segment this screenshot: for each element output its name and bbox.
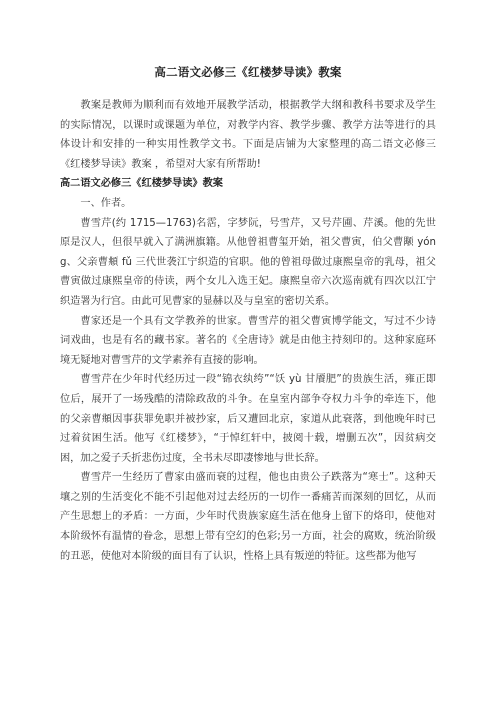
body-paragraph-1: 曹雪芹(约 1715—1763)名霑，字梦阮，号雪芹，又号芹圃、芹溪。他的先世原是汉人，但很早就入了满洲旗籍。从他曾祖曹玺开始，祖父曹寅，伯父曹颙 yóng、父亲曹頫 fǔ 三代世袭江宁织造的官职。他的曾祖母做过康熙皇帝的乳母，祖父曹寅做过康熙皇帝的侍读，两个女儿入选王妃。康熙皇帝六次巡南就有四次以江宁织造署为行宫。由此可见曹家的显赫以及与皇室的密切关系。 bbox=[60, 217, 436, 307]
body-paragraph-2: 曹家还是一个具有文学教养的世家。曹雪芹的祖父曹寅博学能文，写过不少诗词戏曲，也是有名的藏书家。著名的《全唐诗》就是由他主持刻印的。这种家庭环境无疑地对曹雪芹的文学素养有直接的影响。 bbox=[60, 315, 436, 366]
section-heading: 一、作者。 bbox=[80, 197, 132, 209]
body-paragraph-3: 曹雪芹在少年时代经历过一段“锦衣纨绔”“饫 yù 甘餍肥”的贵族生活，雍正即位后，展开了一场残酷的清除政敌的斗争。在皇室内部争夺权力斗争的牵连下，他的父亲曹頫因事获罪免职并被抄家，后又遭回北京，家道从此衰落，到他晚年时已过着贫困生活。他写《红楼梦》，“于悼红轩中，披阅十载，增删五次”，因贫病交困，加之爱子夭折悲伤过度，全书未尽即凄惨地与世长辞。 bbox=[60, 374, 436, 464]
section-subtitle: 高二语文必修三《红楼梦导读》教案 bbox=[60, 178, 223, 190]
intro-paragraph: 教案是教师为顺利而有效地开展教学活动，根据教学大纲和教科书要求及学生的实际情况，以课时或课题为单位，对教学内容、教学步骤、教学方法等进行的具体设计和安排的一种实用性教学文书。下面是店铺为大家整理的高二语文必修三《红楼梦导读》教案 ，希望对大家有所帮助! bbox=[60, 100, 436, 170]
document-title: 高二语文必修三《红楼梦导读》教案 bbox=[154, 65, 342, 79]
body-paragraph-4: 曹雪芹一生经历了曹家由盛而衰的过程，他也由贵公子跌落为“寒士”。这种天壤之别的生活变化不能不引起他对过去经历的一切作一番痛苦而深刻的回忆，从而产生思想上的矛盾：一方面，少年时代贵族家庭生活在他身上留下的烙印，使他对本阶级怀有温情的眷念，思想上带有空幻的色彩;另一方面，社会的腐败，统治阶级的丑恶，使他对本阶级的面目有了认识，性格上具有叛逆的特征。这些都为他写 bbox=[60, 472, 436, 562]
